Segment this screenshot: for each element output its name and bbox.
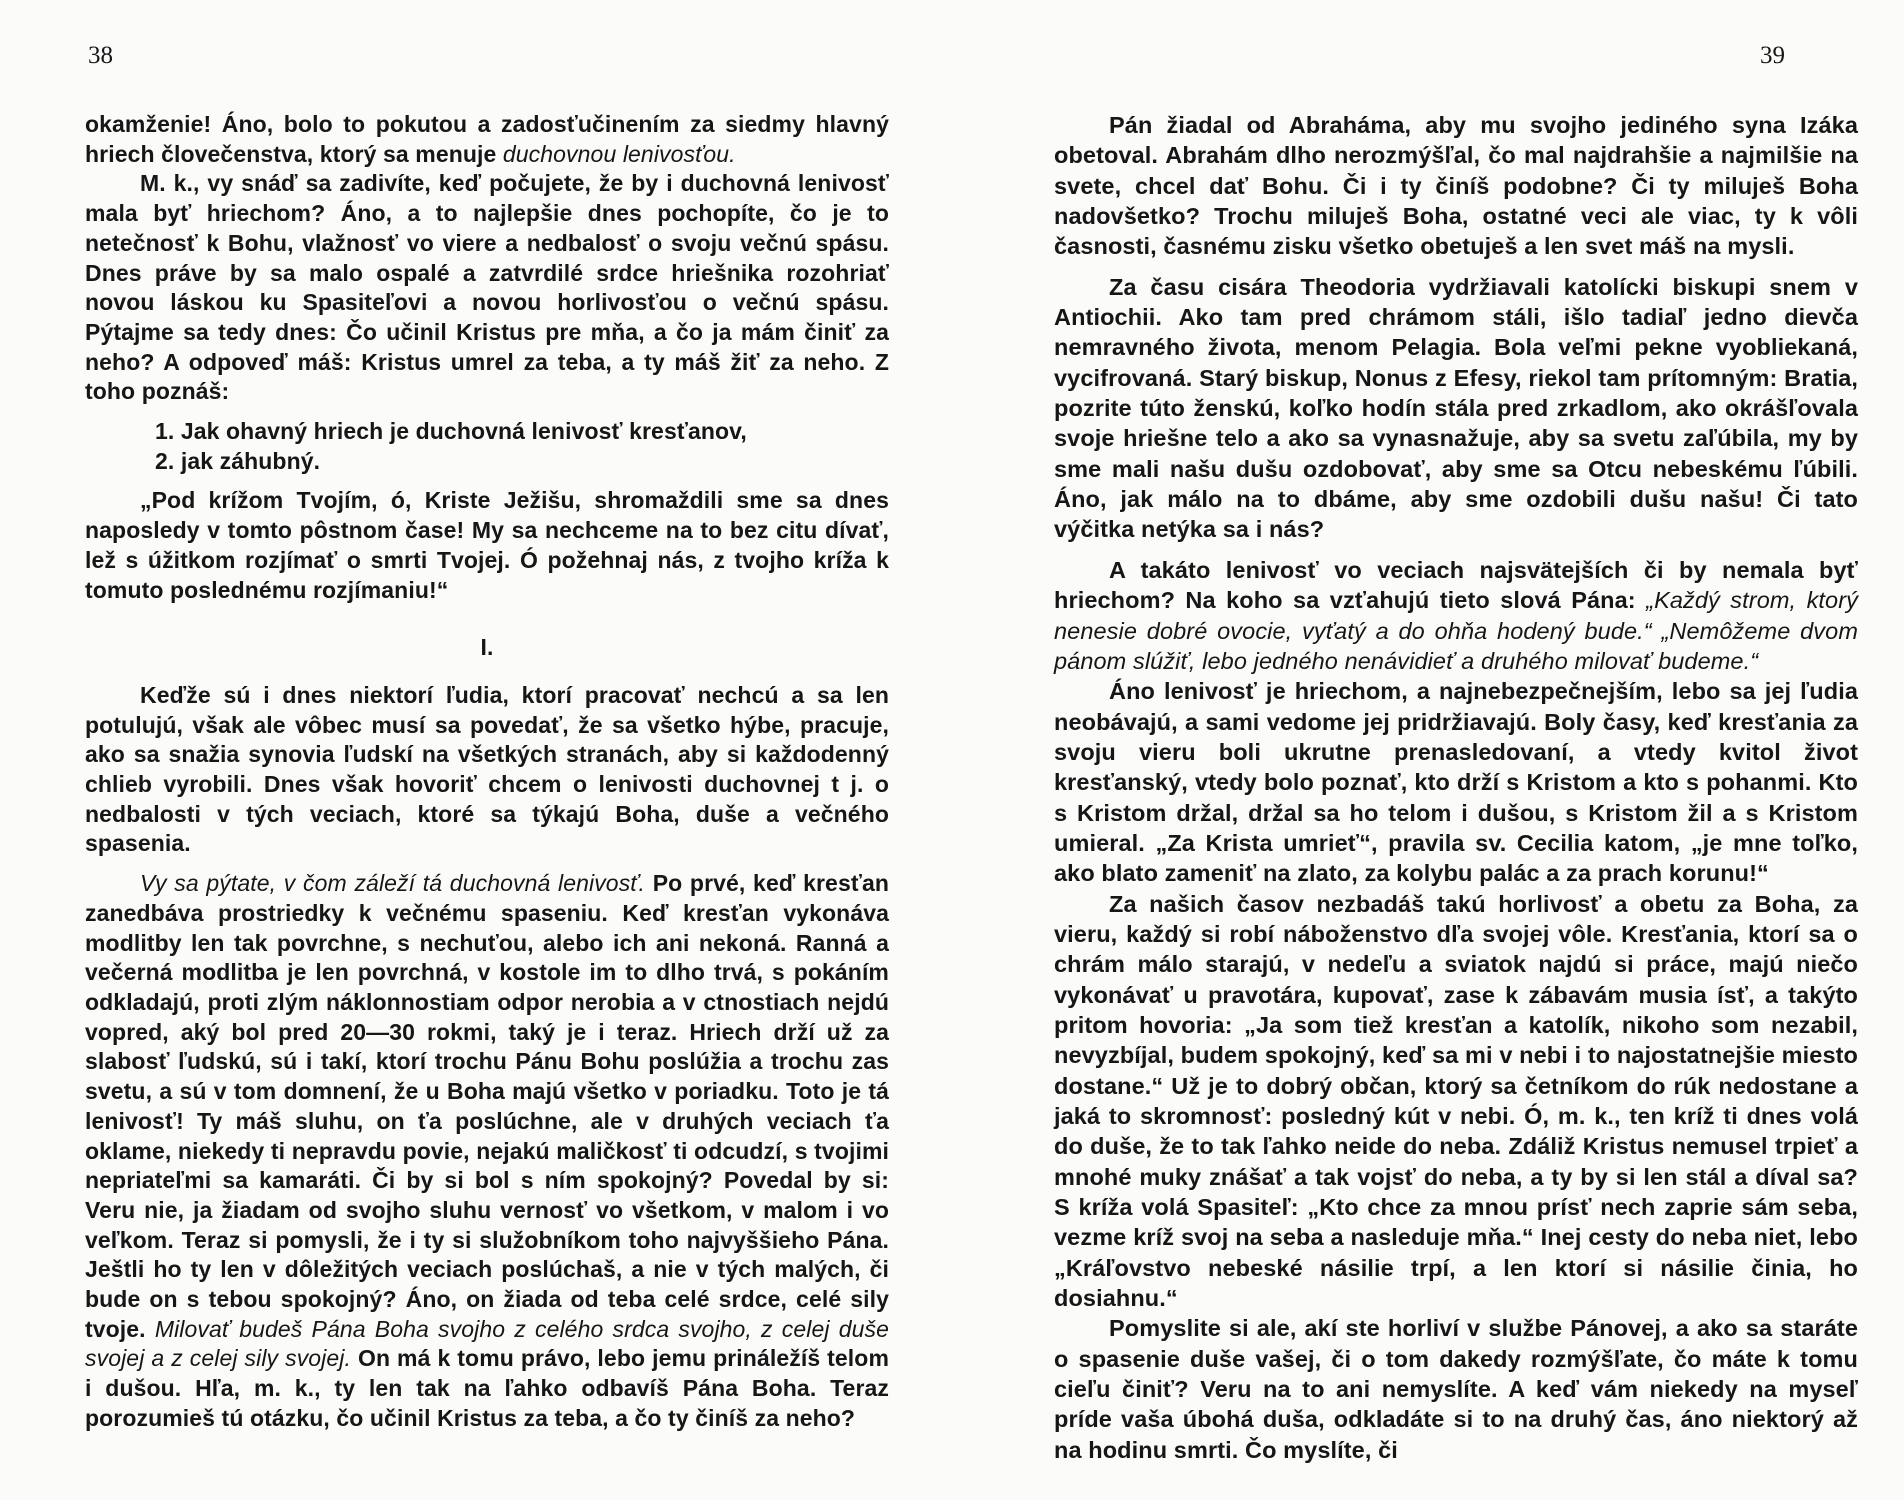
section-heading: I. [480, 634, 494, 661]
paragraph: Pomyslite si ale, akí ste horliví v službe Pánovej, a ako sa staráte o spasenie duše vašej, či o tom dakedy rozmýšľate, čo máte k tomu cieľu činiť? Veru na to ani nemyslíte. A keď vám niekedy na myseľ príde vaša úbohá duša, odkladáte si to na druhý čas, áno niektorý až na hodinu smrti. Čo myslíte, či [1054, 1315, 1858, 1463]
right-text-column [1054, 110, 1858, 1465]
paragraph: Áno lenivosť je hriechom, a najnebezpečnejším, lebo sa jej ľudia neobávajú, a sami vedome jej pridržiavajú. Boly časy, keď kresťania za svoju vieru boli ukrutne prenasledovaní, a vtedy kvitol život kresťanský, vtedy bolo poznať, kto drží s Kristom a kto s pohanmi. Kto s Kristom držal, držal sa ho telom i dušou, s Kristom žil a s Kristom umieral. „Za Krista umrieť“, pravila sv. Cecilia katom, „je mne toľko, ako blato zameniť na zlato, za kolybu palác a za prach korunu!“ [1054, 678, 1858, 887]
paragraph: Za našich časov nezbadáš takú horlivosť a obetu za Boha, za vieru, každý si robí náboženstvo dľa svojej vôle. Kresťania, ktorí sa o chrám málo starajú, v nedeľu a sviatok najdú si práce, majú niečo vykonávať u pravotára, kupovať, zase k zábavám musia ísť, a takýto pritom hovoria: „Ja som tiež kresťan a katolík, nikoho som nezabil, nevyzbíjal, budem spokojný, keď sa mi v nebi i to najostatnejšie miesto dostane.“ Už je to dobrý občan, ktorý sa četníkom do rúk nedostane a jaká to skromnosť: posledný kút v nebi. Ó, m. k., ten kríž ti dnes volá do duše, že to tak ľahko neide do neba. Zdáliž Kristus nemusel trpieť a mnohé muky znášať a tak vojsť do neba, a ty by si len stál a díval sa? S kríža volá Spasiteľ: „Kto chce za mnou prísť nech zaprie sám seba, vezme kríž svoj na seba a nasleduje mňa.“ Inej cesty do neba niet, lebo „Kráľovstvo nebeské násilie trpí, a len ktorí si násilie činia, ho dosiahnu.“ [1054, 890, 1858, 1312]
paragraph: Pán žiadal od Abraháma, aby mu svojho jediného syna Izáka obetoval. Abrahám dlho nerozmýšľal, čo mal najdrahšie a najmilšie na svete, chcel dať Bohu. Či i ty činíš podobne? Či ty miluješ Boha nadovšetko? Trochu miluješ Boha, ostatné veci ale viac, ty k vôli časnosti, časnému zisku všetko obetuješ a len svet máš na mysli. [1054, 112, 1858, 260]
prayer-paragraph: „Pod krížom Tvojím, ó, Kriste Ježišu, shromaždili sme sa dnes naposledy v tomto pôstnom čase! My sa nechceme na to bez citu dívať, lež s úžitkom rozjímať o smrti Tvojej. Ó požehnaj nás, z tvojho kríža k tomuto poslednému rozjímaniu!“ [85, 487, 889, 603]
page-number: 39 [1760, 42, 1785, 69]
paragraph: Vy sa pýtate, v čom záleží tá duchovná lenivosť. Po prvé, keď kresťan zanedbáva prostriedky k večnému spaseniu. Keď kresťan vykonáva modlitby len tak povrchne, s nechuťou, alebo ich ani nekoná. Ranná a večerná modlitba je len povrchná, v kostole im to dlho trvá, s pokáním odkladajú, proti zlým náklonnostiam odpor nerobia a v ctnostiach nejdú vopred, aký bol pred 20—30 rokmi, taký je i teraz. Hriech drží už za slabosť ľudskú, sú i takí, ktorí trochu Pánu Bohu poslúžia a trochu zas svetu, a sú v tom domnení, že u Boha majú všetko v poriadku. Toto je tá lenivosť! Ty máš sluhu, on ťa poslúchne, ale v druhých veciach ťa oklame, niekedy ti nepravdu povie, nejakú maličkosť ti odcudzí, s tvojimi nepriateľmi sa kamaráti. Či by si bol s ním spokojný? Povedal by si: Veru nie, ja žiadam od svojho sluhu vernosť vo všetkom, v malom i vo veľkom. Teraz si pomysli, že i ty si služobníkom toho najvyššieho Pána. Ještli ho ty len v dôležitých veciach poslúchaš, a nie v tých malých, či bude on s tebou spokojný? Áno, on žiada od teba celé srdce, celé sily tvoje. Milovať budeš Pána Boha svojho z celého srdca svojho, z celej duše svojej a z celej sily svojej. On má k tomu právo, lebo jemu prináležíš telom i dušou. Hľa, m. k., ty len tak na ľahko odbavíš Pána Boha. Teraz porozumieš tú otázku, čo učinil Kristus za teba, a čo ty činíš za neho? [85, 870, 890, 1431]
paragraph: Keďže sú i dnes niektorí ľudia, ktorí pracovať nechcú a sa len potulujú, však ale vôbec musí sa povedať, že sa všetko hýbe, pracuje, ako sa snažia synovia ľudskí na všetkých stranách, aby si každodenný chlieb vyrobili. Dnes však hovoriť chcem o lenivosti duchovnej t j. o nedbalosti v tých veciach, ktoré sa týkajú Boha, duše a večného spasenia. [85, 681, 889, 857]
paragraph: M. k., vy snáď sa zadivíte, keď počujete, že by i duchovná lenivosť mala byť hriechom? Áno, a to najlepšie dnes pochopíte, čo je to netečnosť k Bohu, vlažnosť vo viere a nedbalosť o svoju večnú spásu. Dnes práve by sa malo ospalé a zatvrdilé srdce hriešnika rozohriať novou láskou ku Spasiteľovi a novou horlivosťou o večnú spásu. Pýtajme sa tedy dnes: Čo učinil Kristus pre mňa, a čo ja mám činiť za neho? A odpoveď máš: Kristus umrel za teba, a ty máš žiť za neho. Z toho poznáš: [85, 170, 889, 405]
left-text-column [85, 110, 889, 1434]
paragraph: Za času cisára Theodoria vydržiavali katolícki biskupi snem v Antiochii. Ako tam pred chrámom stáli, išlo tadiaľ jedno dievča nemravného života, menom Pelagia. Bola veľmi pekne vyobliekaná, vycifrovaná. Starý biskup, Nonus z Efesy, riekol tam prítomným: Bratia, pozrite túto ženskú, koľko hodín stála pred zrkadlom, ako okrášľovala svoje hriešne telo a ako sa vynasnažuje, aby sa svetu zaľúbila, my by sme mali našu dušu ozdobovať, aby sme sa Otcu nebeskému ľúbili. Áno, jak málo na to dbáme, aby sme ozdobili dušu našu! Či tato výčitka netýka sa i nás? [1054, 273, 1858, 543]
page-number: 38 [88, 42, 113, 69]
list-item: 1. Jak ohavný hriech je duchovná lenivosť kresťanov, [155, 418, 747, 445]
right-page [952, 0, 1904, 1500]
paragraph: A takáto lenivosť vo veciach najsvätejších či by nemala byť hriechom? Na koho sa vzťahujú tieto slová Pána: „Každý strom, ktorý nenesie dobré ovocie, vyťatý a do ohňa hodený bude.“ „Nemôžeme dvom pánom slúžiť, lebo jedného nenávidieť a druhého milovať budeme.“ [1054, 556, 1858, 674]
list-item: 2. jak záhubný. [155, 447, 321, 474]
paragraph: okamženie! Áno, bolo to pokutou a zadosťučinením za siedmy hlavný hriech človečenstva, ktorý sa menuje duchovnou lenivosťou. [85, 111, 889, 167]
